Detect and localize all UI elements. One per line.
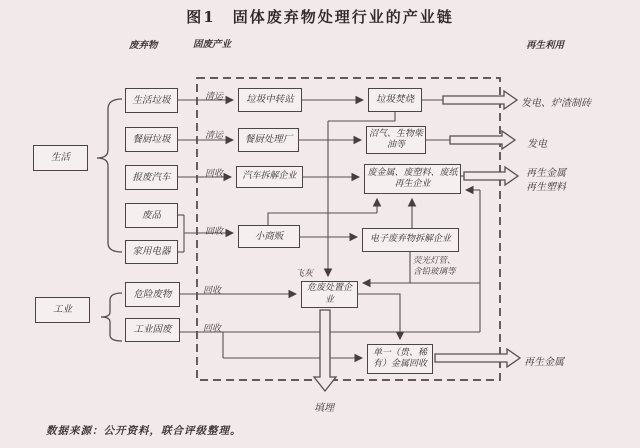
node-kitchen-garbage: 餐厨垃圾 [125,127,178,152]
group-life: 生活 [33,145,88,171]
output-regen-plastic: 再生塑料 [526,182,566,193]
column-header-recycle: 再生利用 [526,40,565,51]
node-hazardous-disposal: 危废处置企业 [301,281,358,308]
node-industrial-solid-waste: 工业固废 [125,318,180,342]
node-small-vendor: 小商贩 [238,225,300,248]
arrow-landfill [314,310,336,391]
group-industry: 工业 [35,297,90,323]
node-domestic-garbage: 生活垃圾 [125,88,178,113]
figure-title: 图1 固体废弃物处理行业的产业链 [186,8,454,26]
output-power: 发电 [527,139,547,150]
edge-label-landfill: 填埋 [314,403,334,414]
node-recycler: 废金属、废塑料、废纸再生企业 [364,164,461,194]
source-note: 数据来源：公开资料，联合评级整理。 [46,425,242,437]
edge-label-recycle-2: 回收 [205,227,224,237]
industry-brace [101,293,122,341]
edge-label-recycle-4: 回收 [203,324,222,334]
node-scrap-goods: 废品 [125,203,178,228]
arrow-power-brick [443,91,517,109]
node-single-metal-recovery: 单一（贵、稀有）金属回收 [367,344,433,374]
node-ewaste-dismantler: 电子废弃物拆解企业 [362,228,459,252]
column-header-industry: 固废产业 [193,39,232,50]
node-car-dismantler: 汽车拆解企业 [236,166,303,188]
edge-label-transport-2: 清运 [205,131,224,141]
output-regen-metal-2: 再生金属 [524,357,564,368]
output-power-brick: 发电、炉渣制砖 [521,98,591,109]
arrow-power [450,131,515,149]
node-scrapped-cars: 报废汽车 [125,165,178,190]
node-kitchen-plant: 餐厨处理厂 [238,128,299,152]
edge-label-fly-ash: 飞灰 [295,269,314,279]
edge-label-recycle-1: 回收 [205,169,224,179]
edge-label-lead-glass: 含铅玻璃等 [413,267,456,277]
column-header-waste: 废弃物 [129,40,158,51]
output-regen-metal: 再生金属 [526,168,566,179]
edge-label-fluorescent: 荧光灯管、 [413,256,456,266]
node-hazardous-waste: 危险废物 [125,282,180,307]
edge-label-transport-1: 清运 [205,92,224,102]
arrow-regen-metal-plastic [464,167,518,185]
life-brace [97,99,122,252]
node-biogas: 沼气、生物柴油等 [366,126,426,154]
edge-label-recycle-3: 回收 [203,286,222,296]
arrow-regen-metal [435,349,520,367]
node-transfer-station: 垃圾中转站 [238,88,302,112]
node-incineration: 垃圾焚烧 [368,88,422,112]
node-home-appliances: 家用电器 [125,240,178,264]
